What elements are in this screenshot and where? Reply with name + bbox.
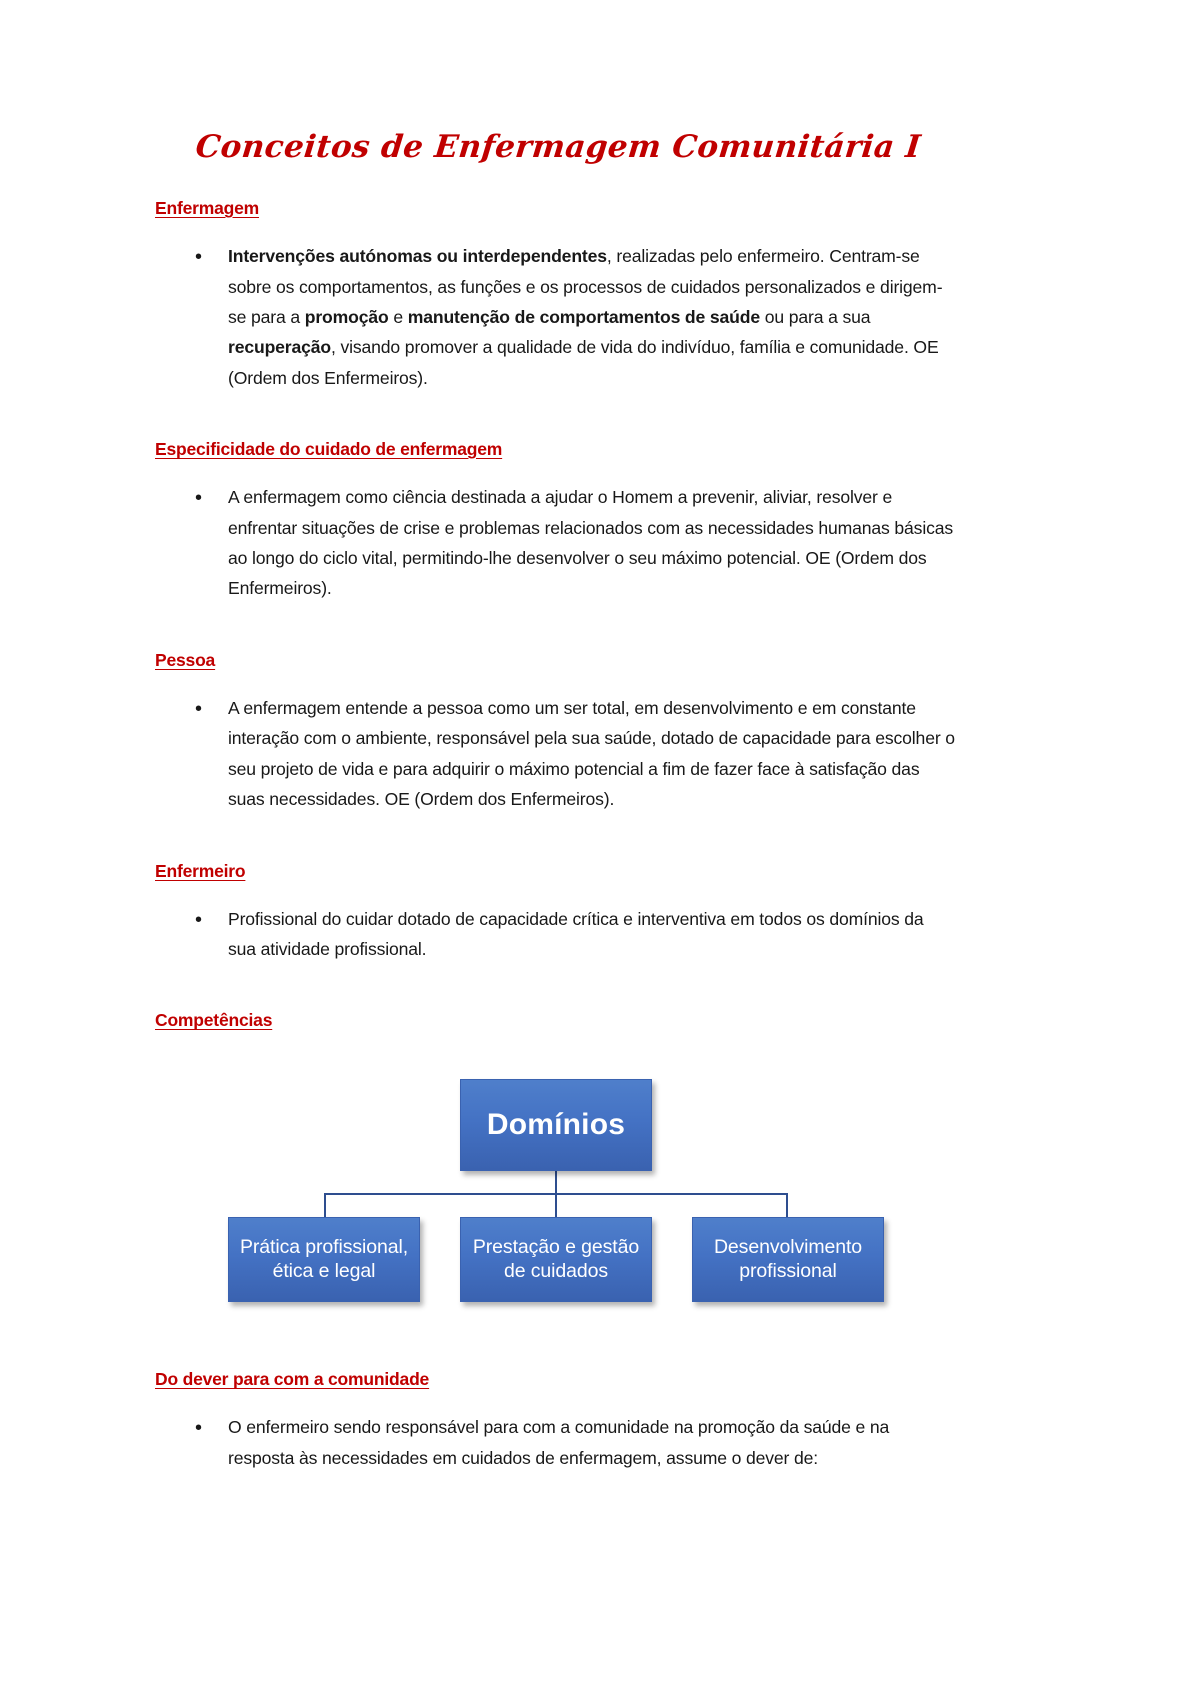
diagram-node-root: Domínios [460, 1079, 652, 1171]
connector-drop-right [786, 1193, 788, 1217]
list-item [155, 693, 955, 815]
bullet-text: O enfermeiro sendo responsável para com a comunidade na promoção da saúde e na resposta às necessidades em cuidados de enfermagem, assume o dever de: [228, 1417, 890, 1468]
bullet-text: Intervenções autónomas ou interdependentes, realizadas pelo enfermeiro. Centram-se sobre os comportamentos, as funções e os processos de cuidados personalizados e dirigem-se para a promoção e manutenção de comportamentos de saúde ou para a sua recuperação, visando promover a qualidade de vida do indivíduo, família e comunidade. OE (Ordem dos Enfermeiros). [228, 246, 943, 388]
heading-enfermeiro: Enfermeiro [155, 860, 246, 881]
bullet-text: A enfermagem como ciência destinada a ajudar o Homem a prevenir, aliviar, resolver e enfrentar situações de crise e problemas relacionados com as necessidades humanas básicas ao longo do ciclo vital, permitindo-lhe desenvolver o seu máximo potencial. OE (Ordem dos Enfermeiros). [228, 487, 954, 599]
spacer [155, 219, 955, 241]
spacer [155, 671, 955, 693]
heading-especificidade: Especificidade do cuidado de enfermagem [155, 439, 503, 460]
heading-do-dever-comunidade: Do dever para com a comunidade [155, 1369, 430, 1390]
spacer [155, 460, 955, 482]
spacer [155, 1031, 955, 1065]
spacer [155, 1390, 955, 1412]
heading-pessoa: Pessoa [155, 649, 216, 670]
bullet-list-enfermeiro [155, 904, 955, 965]
connector-horizontal-bar [324, 1193, 788, 1195]
list-item [155, 1412, 955, 1473]
bullet-text: Profissional do cuidar dotado de capacidade crítica e interventiva em todos os domínios da sua atividade profissional. [228, 908, 924, 959]
connector-drop-left [324, 1193, 326, 1217]
spacer [155, 1335, 955, 1369]
heading-competencias: Competências [155, 1010, 273, 1031]
heading-enfermagem: Enfermagem [155, 198, 260, 219]
spacer [155, 964, 955, 1010]
bullet-text: A enfermagem entende a pessoa como um ser total, em desenvolvimento e em constante interação com o ambiente, responsável pela sua saúde, dotado de capacidade para escolher o seu projeto de vida e para adquirir o máximo potencial a fim de fazer face à satisfação das suas necessidades. OE (Ordem dos Enfermeiros). [228, 697, 955, 810]
spacer [155, 604, 955, 650]
bullet-list-especificidade [155, 482, 955, 604]
spacer [155, 164, 955, 198]
diagram-node-child-2: Prestação e gestão de cuidados [460, 1217, 652, 1302]
list-item [155, 904, 955, 965]
page-title: Conceitos de Enfermagem Comunitária I [193, 129, 923, 165]
diagram-node-child-3: Desenvolvimento profissional [692, 1217, 884, 1302]
dominios-org-chart [155, 1065, 955, 1335]
spacer [155, 815, 955, 861]
bullet-list-enfermagem [155, 241, 955, 393]
spacer [155, 393, 955, 439]
list-item [155, 482, 955, 604]
diagram-node-child-1: Prática profissional, ética e legal [228, 1217, 420, 1302]
bullet-list-do-dever [155, 1412, 955, 1473]
list-item [155, 241, 955, 393]
bullet-list-pessoa [155, 693, 955, 815]
document-content [155, 0, 955, 1473]
spacer [155, 882, 955, 904]
